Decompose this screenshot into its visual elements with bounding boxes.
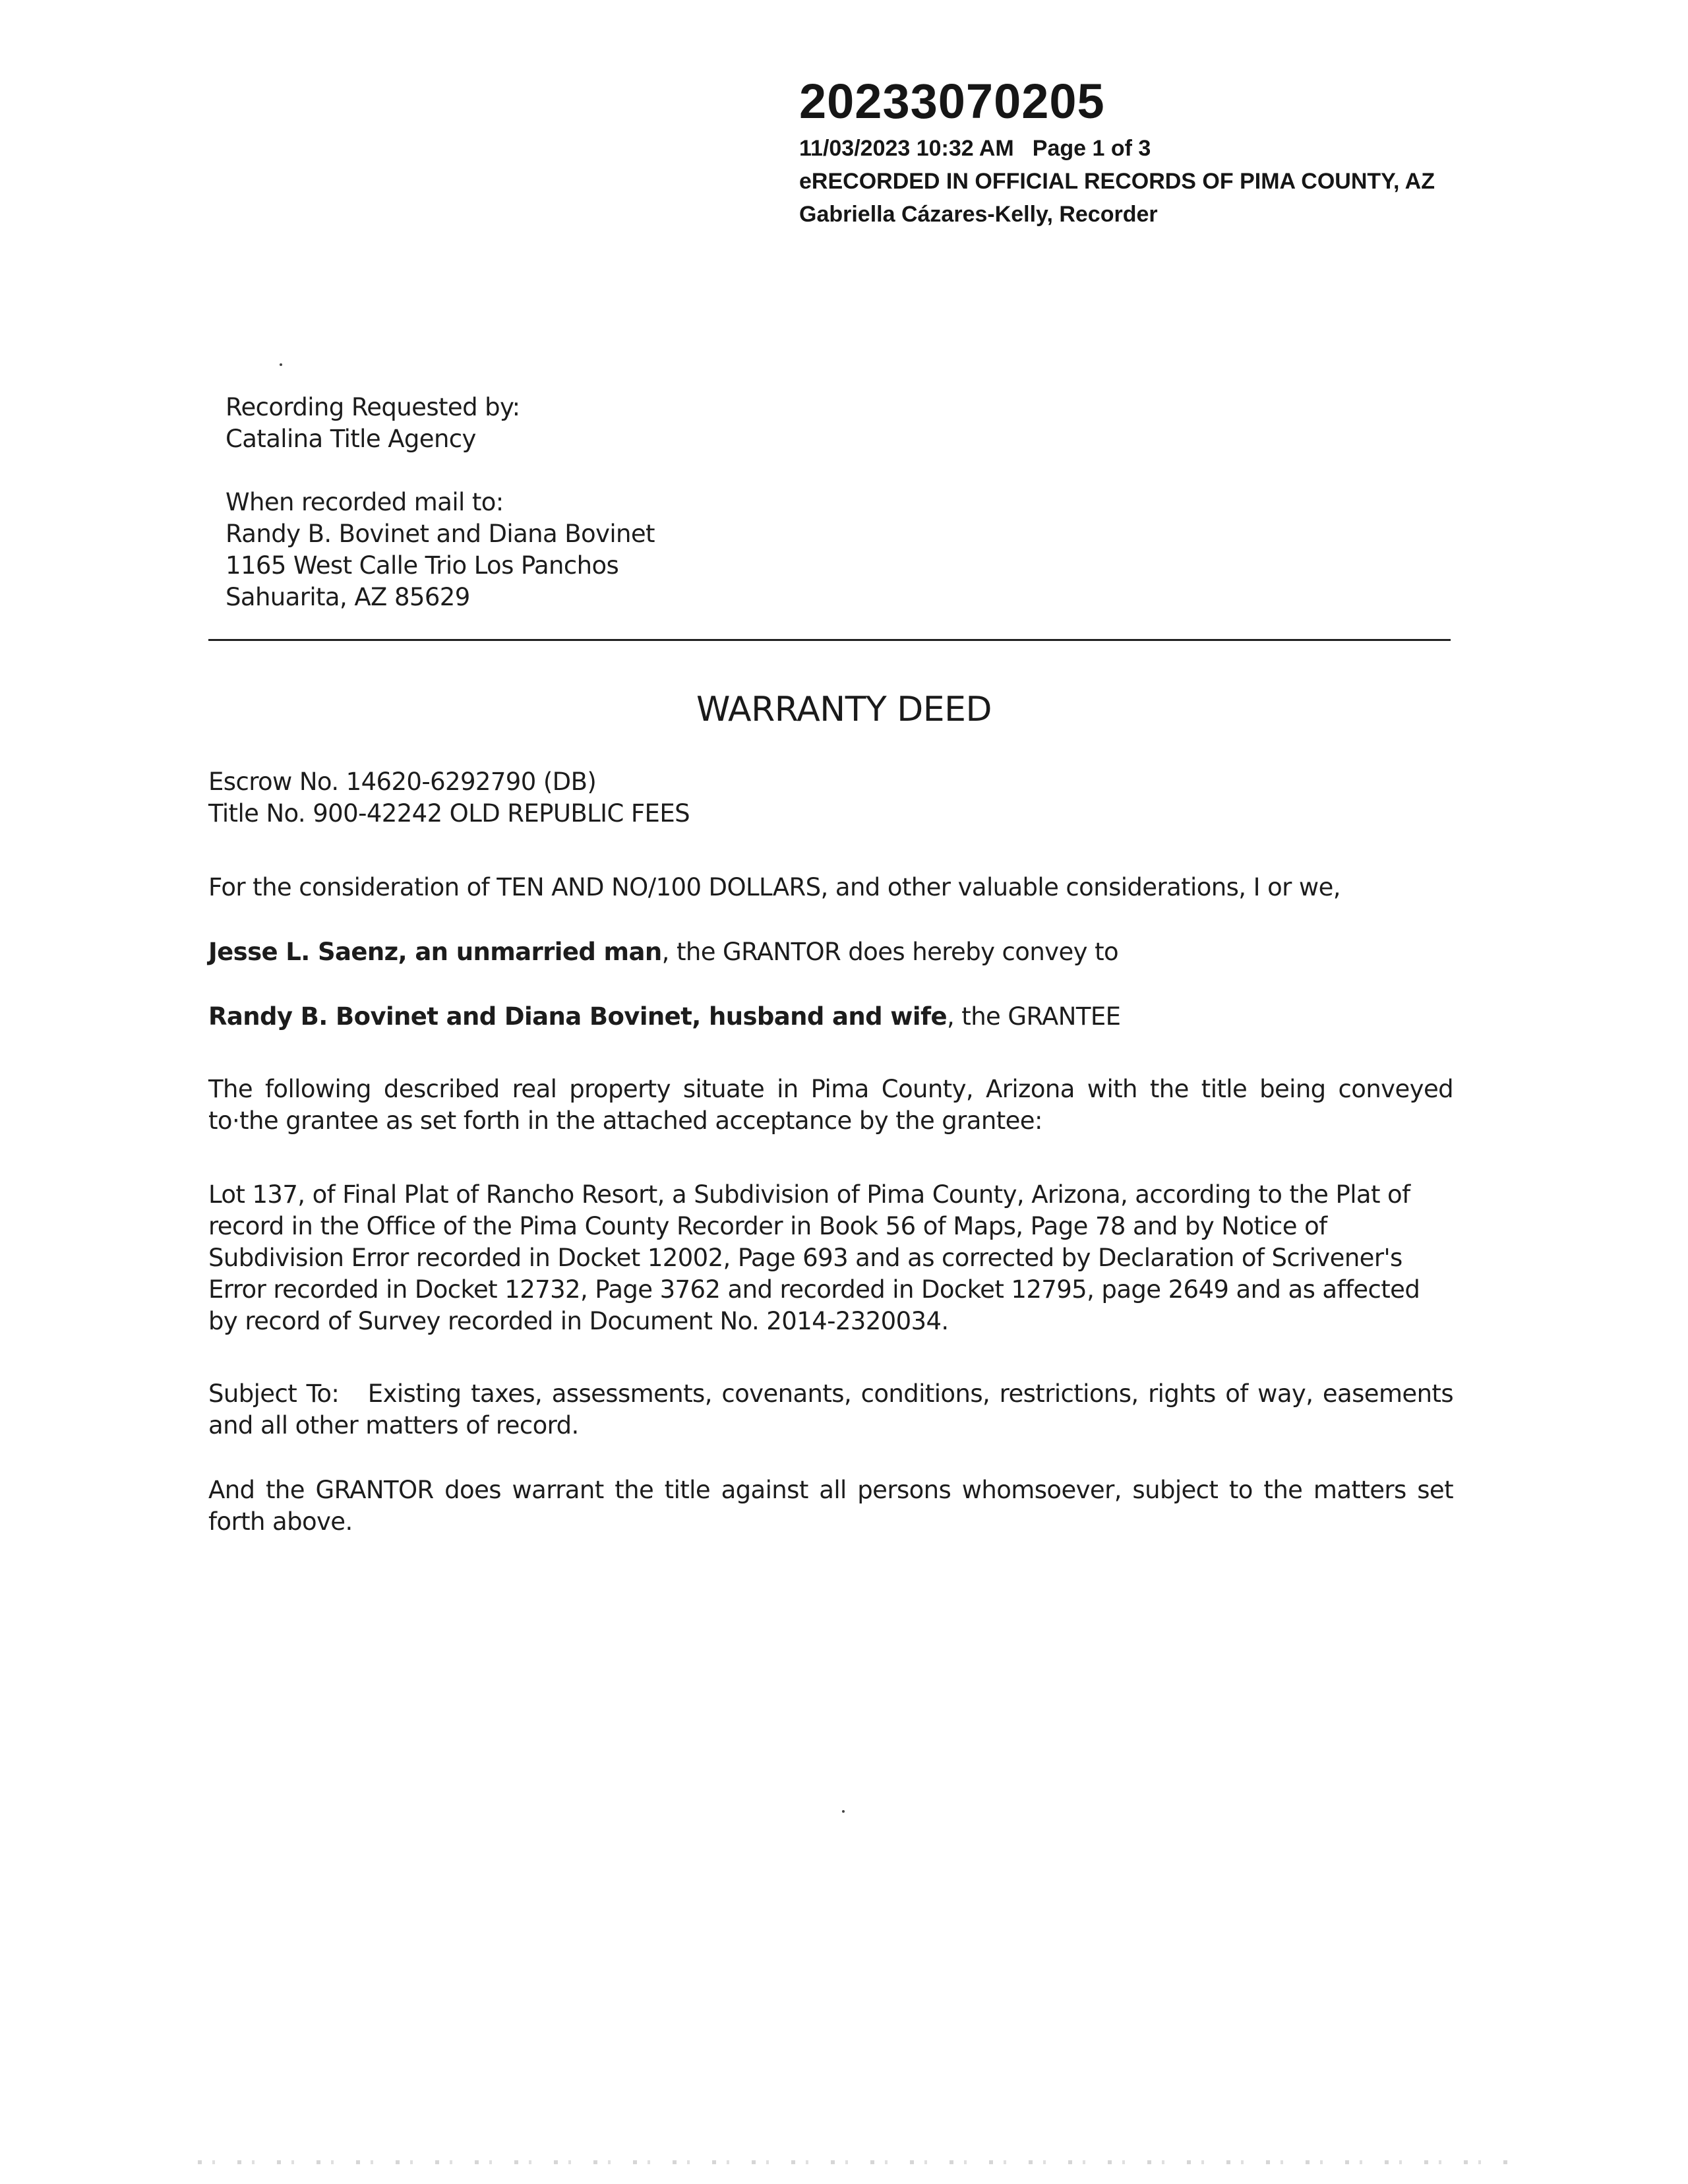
grantee-name: Randy B. Bovinet and Diana Bovinet, husband and wife: [208, 1002, 947, 1031]
recording-request-block: [226, 392, 520, 455]
subject-to-text: Existing taxes, assessments, covenants, conditions, restrictions, rights of way, easements and all other matters of record.: [208, 1380, 1453, 1440]
scan-artifact-strip: [198, 2160, 1517, 2164]
mail-to-label: When recorded mail to:: [226, 488, 504, 516]
subject-to-paragraph: [208, 1378, 1453, 1441]
escrow-number: Escrow No. 14620-6292790 (DB): [208, 768, 597, 796]
page-info: Page 1 of 3: [1032, 136, 1151, 161]
mail-to-block: [226, 487, 655, 613]
deed-title: WARRANTY DEED: [696, 690, 992, 729]
grantor-paragraph: [208, 936, 1453, 968]
mail-to-street: 1165 West Calle Trio Los Panchos: [226, 551, 619, 580]
grantor-text: , the GRANTOR does hereby convey to: [661, 938, 1119, 966]
recorded-line: eRECORDED IN OFFICIAL RECORDS OF PIMA COUNTY, AZ: [799, 169, 1435, 194]
recording-stamp: [799, 71, 1435, 231]
grantee-paragraph: [208, 1001, 1453, 1033]
mail-to-name: Randy B. Bovinet and Diana Bovinet: [226, 520, 655, 548]
subject-to-label: Subject To:: [208, 1380, 340, 1408]
recording-request-agency: Catalina Title Agency: [226, 425, 476, 453]
escrow-block: [208, 766, 690, 830]
consideration-paragraph: [208, 872, 1453, 903]
header-divider: [208, 639, 1451, 641]
record-date-line: [799, 132, 1435, 165]
mail-to-city: Sahuarita, AZ 85629: [226, 583, 470, 611]
property-intro-paragraph: [208, 1074, 1453, 1137]
scan-speck: [280, 363, 282, 366]
warranty-text: And the GRANTOR does warrant the title against all persons whomsoever, subject to the matters set forth above.: [208, 1476, 1453, 1536]
warranty-paragraph: [208, 1474, 1453, 1538]
consideration-text: For the consideration of TEN AND NO/100 DOLLARS, and other valuable considerations, I or we,: [208, 873, 1341, 901]
grantor-name: Jesse L. Saenz, an unmarried man: [208, 938, 662, 966]
recording-request-label: Recording Requested by:: [226, 393, 520, 421]
document-number: 20233070205: [799, 74, 1105, 129]
property-intro-text: The following described real property situate in Pima County, Arizona with the title being conveyed to·the grantee as set forth in the attached acceptance by the grantee:: [208, 1075, 1453, 1135]
title-number: Title No. 900-42242 OLD REPUBLIC FEES: [208, 799, 690, 828]
record-datetime: 11/03/2023 10:32 AM: [799, 136, 1014, 161]
recorder-line: Gabriella Cázares-Kelly, Recorder: [799, 202, 1158, 227]
legal-description-paragraph: [208, 1179, 1448, 1337]
grantee-text: , the GRANTEE: [946, 1002, 1121, 1031]
scan-speck: [842, 1810, 845, 1813]
legal-description-text: Lot 137, of Final Plat of Rancho Resort, a Subdivision of Pima County, Arizona, according to the Plat of record in the Office of the Pima County Recorder in Book 56 of Maps, Page 78 and by Notice of Subdivision Error recorded in Docket 12002, Page 693 and as corrected by Declaration of Scrivener's Error recorded in Docket 12732, Page 3762 and recorded in Docket 12795, page 2649 and as affected by record of Survey recorded in Document No. 2014-2320034.: [208, 1180, 1420, 1335]
